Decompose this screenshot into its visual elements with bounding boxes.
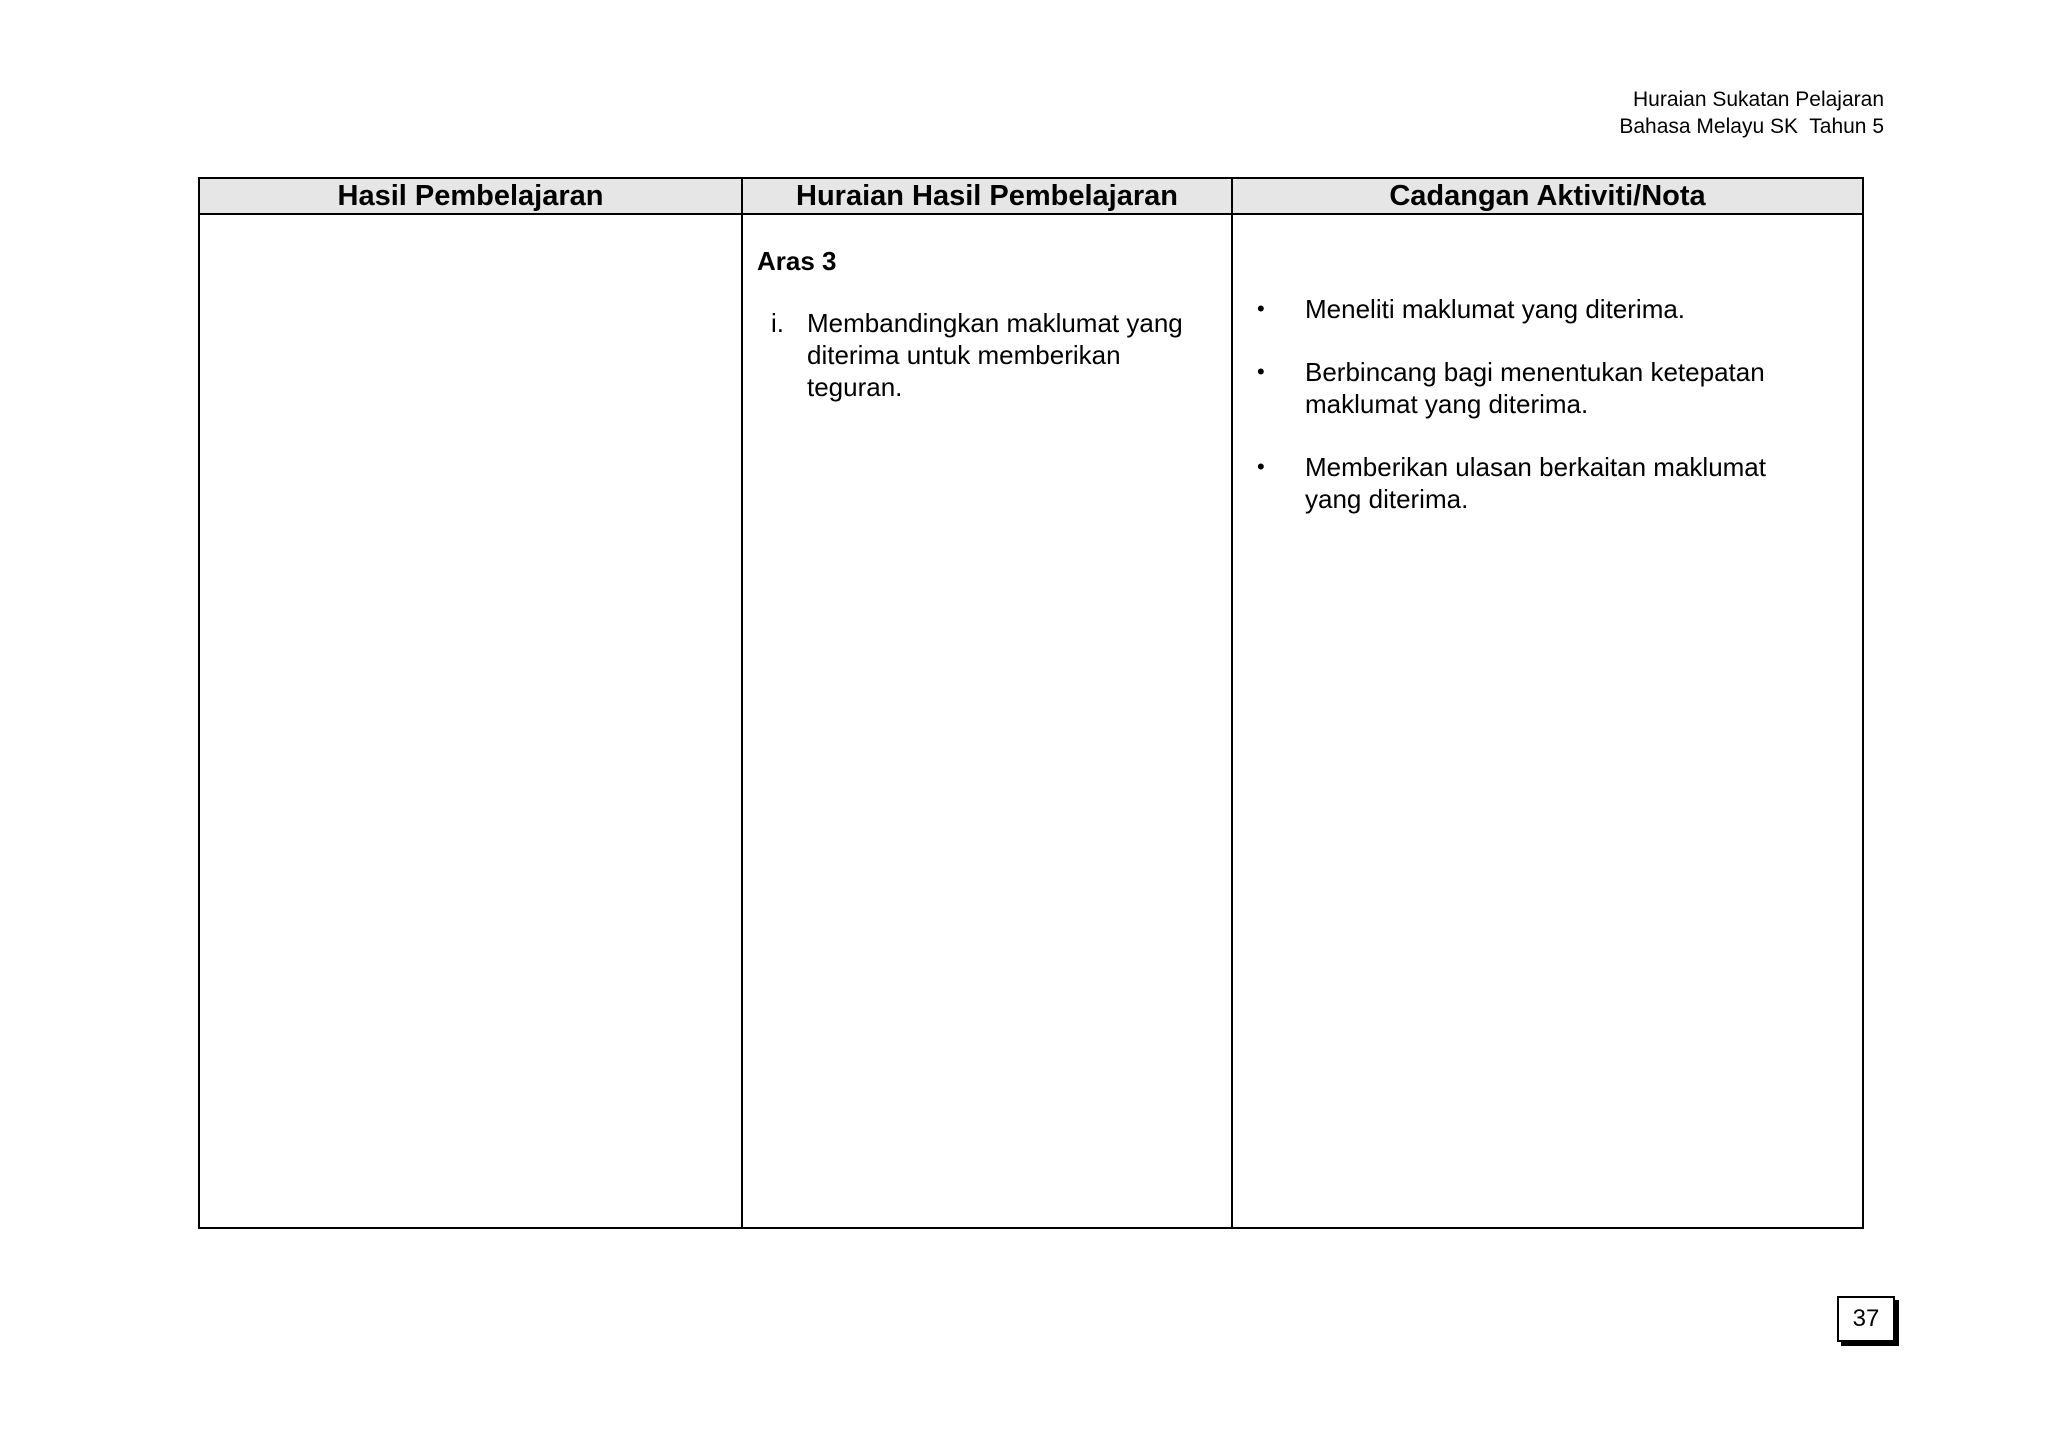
aras-list (757, 307, 1217, 403)
bullet-icon: • (1257, 296, 1265, 321)
list-item (1247, 451, 1848, 515)
list-item (1247, 356, 1848, 420)
list-item-text: Membandingkan maklumat yang diterima untuk memberikan teguran. (807, 308, 1183, 402)
column-header-cadangan: Cadangan Aktiviti/Nota (1232, 178, 1863, 214)
huraian-content (743, 215, 1231, 403)
curriculum-table (198, 177, 1864, 1229)
cell-hasil-pembelajaran (199, 214, 742, 1228)
list-item (1247, 293, 1848, 325)
list-item (757, 307, 1217, 403)
column-header-huraian: Huraian Hasil Pembelajaran (742, 178, 1232, 214)
list-item-text: Berbincang bagi menentukan ketepatan maklumat yang diterima. (1305, 357, 1765, 419)
table-header-row (199, 178, 1863, 214)
list-item-text: Meneliti maklumat yang diterima. (1305, 294, 1686, 324)
column-header-hasil: Hasil Pembelajaran (199, 178, 742, 214)
aras-title: Aras 3 (757, 246, 837, 276)
cell-huraian (742, 214, 1232, 1228)
header-line-2: Bahasa Melayu SK Tahun 5 (1619, 115, 1884, 138)
cell-cadangan (1232, 214, 1863, 1228)
document-header (1619, 86, 1884, 140)
table-row (199, 214, 1863, 1228)
cadangan-content (1233, 215, 1862, 515)
roman-numeral-marker: i. (771, 308, 784, 338)
header-line-1: Huraian Sukatan Pelajaran (1633, 88, 1884, 111)
list-item-text: Memberikan ulasan berkaitan maklumat yang diterima. (1305, 452, 1766, 514)
page-number: 37 (1837, 1296, 1895, 1342)
activity-bullet-list (1247, 215, 1848, 515)
bullet-icon: • (1257, 454, 1265, 479)
bullet-icon: • (1257, 359, 1265, 384)
